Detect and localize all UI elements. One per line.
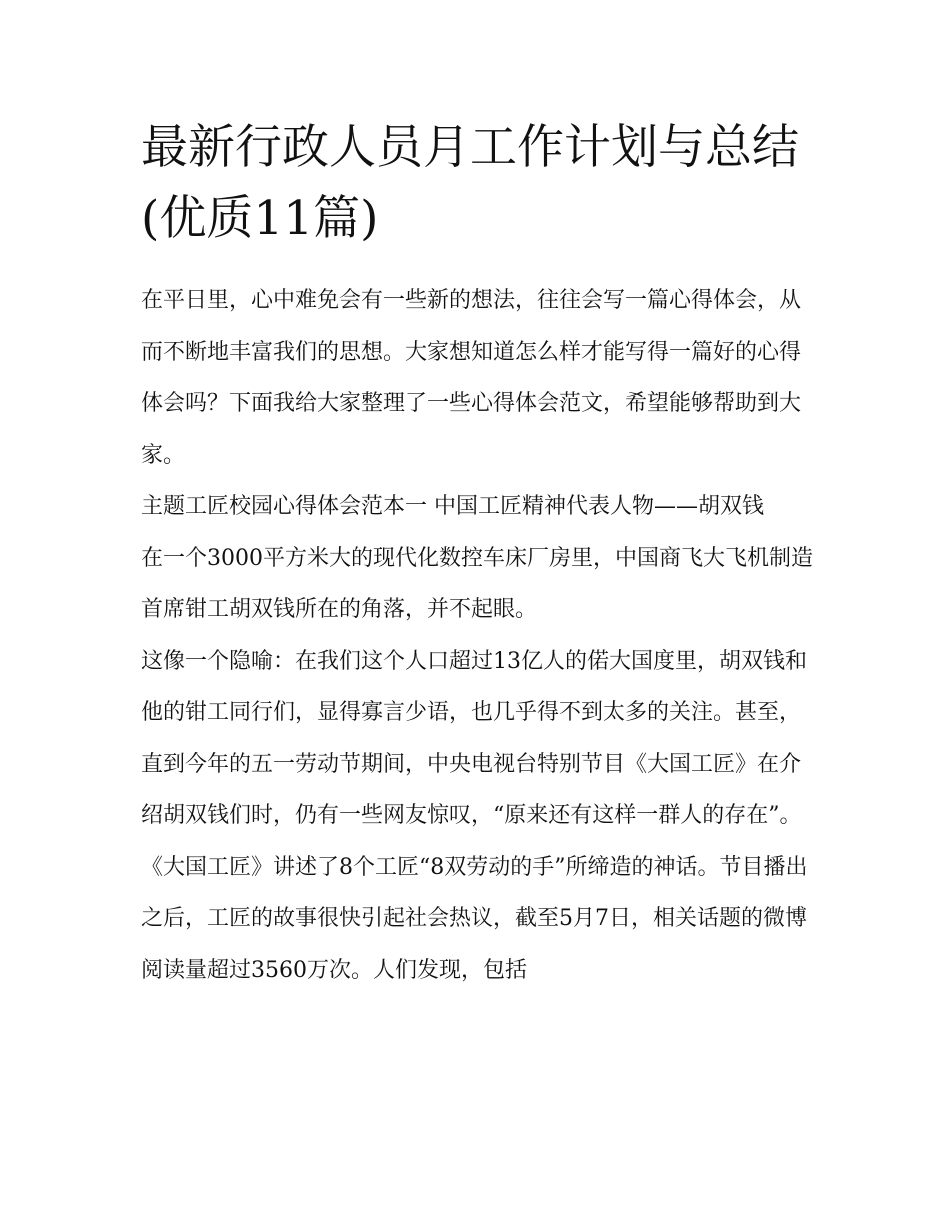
paragraph-program: 《大国工匠》讲述了8个工匠“8双劳动的手”所缔造的神话。节目播出之后，工匠的故事很快引起社会热议，截至5月7日，相关话题的微博阅读量超过3560万次。人们发现，包括 <box>141 854 808 983</box>
document-title: 最新行政人员月工作计划与总结(优质11篇) <box>141 120 799 246</box>
document-body <box>141 275 821 996</box>
paragraph-heading-sample-one: 主题工匠校园心得体会范本一 中国工匠精神代表人物——胡双钱 <box>141 494 764 519</box>
paragraph-metaphor: 这像一个隐喻：在我们这个人口超过13亿人的偌大国度里，胡双钱和他的钳工同行们，显得寡言少语，也几乎得不到太多的关注。甚至，直到今年的五一劳动节期间，中央电视台特别节目《大国工匠》在介绍胡双钱们时，仍有一些网友惊叹，“原来还有这样一群人的存在”。 <box>141 648 807 828</box>
paragraph-intro: 在平日里，心中难免会有一些新的想法，往往会写一篇心得体会，从而不断地丰富我们的思想。大家想知道怎么样才能写得一篇好的心得体会吗？下面我给大家整理了一些心得体会范文，希望能够帮助到大家。 <box>141 288 802 468</box>
paragraph-workshop: 在一个3000平方米大的现代化数控车床厂房里，中国商飞大飞机制造首席钳工胡双钱所在的角落，并不起眼。 <box>141 545 813 622</box>
